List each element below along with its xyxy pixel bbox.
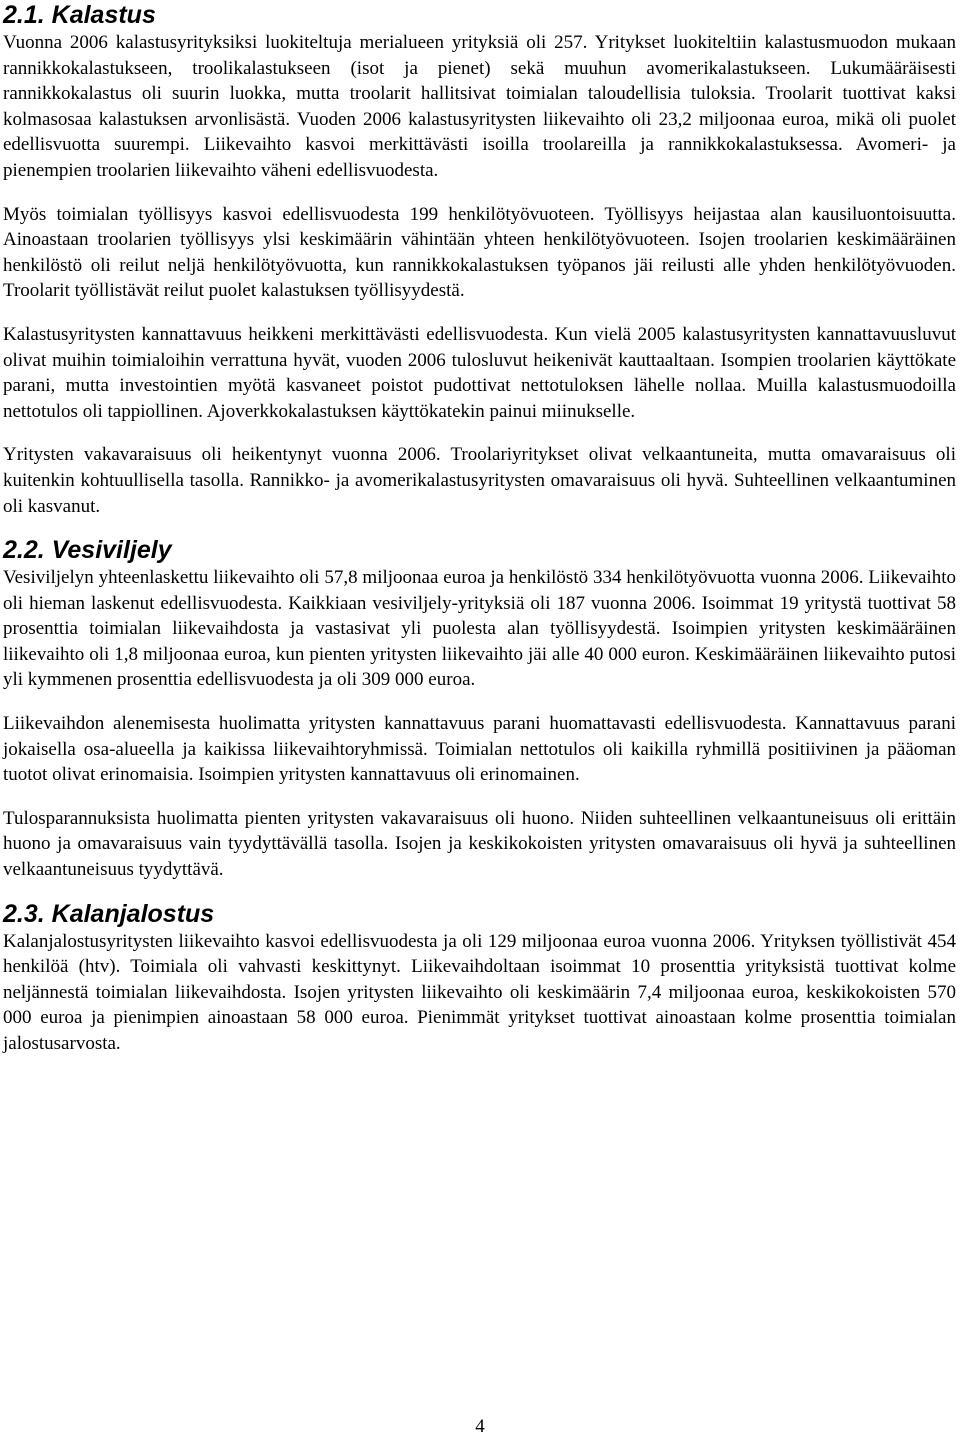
paragraph: Liikevaihdon alenemisesta huolimatta yritysten kannattavuus parani huomattavasti edellisvuodesta. Kannattavuus parani jokaisella osa-alueella ja kaikissa liikevaihtoryhmissä. Toimialan nettotulos oli kaikilla ryhmillä positiivinen ja pääoman tuotot olivat erinomaisia. Isoimpien yritysten kannattavuus oli erinomainen. — [3, 713, 956, 786]
section-kalanjalostus — [3, 899, 956, 1057]
section-heading: 2.3. Kalanjalostus — [3, 899, 215, 928]
section-heading: 2.2. Vesiviljely — [3, 536, 172, 565]
paragraph: Kalanjalostusyritysten liikevaihto kasvoi edellisvuodesta ja oli 129 miljoonaa euroa vuonna 2006. Yrityksen työllistivät 454 henkilöä (htv). Toimiala oli vahvasti keskittynyt. Liikevaihdoltaan isoimmat 10 prosenttia yrityksistä tuottivat kolme neljännestä toimialan liikevaihdosta. Isojen yritysten liikevaihto oli keskimäärin 7,4 miljoonaa euroa, keskikokoisten 570 000 euroa ja pienimpien ainoastaan 58 000 euroa. Pienimmät yritykset tuottivat ainoastaan kolme prosenttia toimialan jalostusarvosta. — [3, 930, 956, 1054]
section-vesiviljely — [3, 535, 956, 883]
paragraph: Kalastusyritysten kannattavuus heikkeni merkittävästi edellisvuodesta. Kun vielä 2005 kalastusyritysten kannattavuusluvut olivat muihin toimialoihin verrattuna hyvät, vuoden 2006 tulosluvut heikenivät kauttaaltaan. Isompien troolarien käyttökate parani, mutta investointien myötä kasvaneet poistot pudottivat nettotuloksen lähelle nollaa. Muilla kalastusmuodoilla nettotulos oli tappiollinen. Ajoverkkokalastuksen käyttökatekin painui miinukselle. — [3, 323, 956, 422]
paragraph: Vesiviljelyn yhteenlaskettu liikevaihto oli 57,8 miljoonaa euroa ja henkilöstö 334 henkilötyövuotta vuonna 2006. Liikevaihto oli hieman laskenut edellisvuodesta. Kaikkiaan vesiviljely-yrityksiä oli 187 vuonna 2006. Isoimmat 19 yritystä tuottivat 58 prosenttia toimialan liikevaihdosta ja vastasivat yli puolesta alan työllisyydestä. Isoimpien yritysten keskimääräinen liikevaihto oli 1,8 miljoonaa euroa, kun pienten yritysten liikevaihto jäi alle 40 000 euron. Keskimääräinen liikevaihto putosi yli kymmenen prosenttia edellisvuodesta ja oli 309 000 euroa. — [3, 567, 956, 691]
paragraph: Myös toimialan työllisyys kasvoi edellisvuodesta 199 henkilötyövuoteen. Työllisyys heijastaa alan kausiluontoisuutta. Ainoastaan troolarien työllisyys ylsi keskimäärin vähintään yhteen henkilötyövuoteen. Isojen troolarien keskimääräinen henkilöstö oli reilut neljä henkilötyövuotta, kun rannikkokalastuksen työpanos jäi reilusti alle yhden henkilötyövuoden. Troolarit työllistävät reilut puolet kalastuksen työllisyydestä. — [3, 203, 956, 302]
page-content — [3, 0, 956, 1057]
paragraph: Tulosparannuksista huolimatta pienten yritysten vakavaraisuus oli huono. Niiden suhteellinen velkaantuneisuus oli erittäin huono ja omavaraisuus vain tyydyttävällä tasolla. Isojen ja keskikokoisten yritysten omavaraisuus oli hyvä ja suhteellinen velkaantuneisuus tyydyttävä. — [3, 807, 956, 881]
paragraph: Vuonna 2006 kalastusyrityksiksi luokiteltuja merialueen yrityksiä oli 257. Yritykset luokiteltiin kalastusmuodon mukaan rannikkokalastukseen, troolikalastukseen (isot ja pienet) sekä muuhun avomerikalastukseen. Lukumääräisesti rannikkokalastus oli suurin luokka, mutta troolarit hallitsivat toimialan taloudellisia tuloksia. Troolarit tuottivat kaksi kolmasosaa kalastuksen arvonlisästä. Vuoden 2006 kalastusyritysten liikevaihto oli 23,2 miljoonaa euroa, mikä oli puolet edellisvuotta suurempi. Liikevaihto kasvoi merkittävästi isoilla troolareilla ja rannikkokalastuksessa. Avomeri- ja pienempien troolarien liikevaihto väheni edellisvuodesta. — [3, 32, 956, 181]
paragraph: Yritysten vakavaraisuus oli heikentynyt vuonna 2006. Troolariyritykset olivat velkaantuneita, mutta omavaraisuus oli kuitenkin kohtuullisella tasolla. Rannikko- ja avomerikalastusyritysten omavaraisuus oli hyvä. Suhteellinen velkaantuminen oli kasvanut. — [3, 444, 956, 517]
section-kalastus — [3, 0, 956, 519]
section-heading: 2.1. Kalastus — [3, 1, 156, 29]
page-number: 4 — [475, 1416, 485, 1437]
